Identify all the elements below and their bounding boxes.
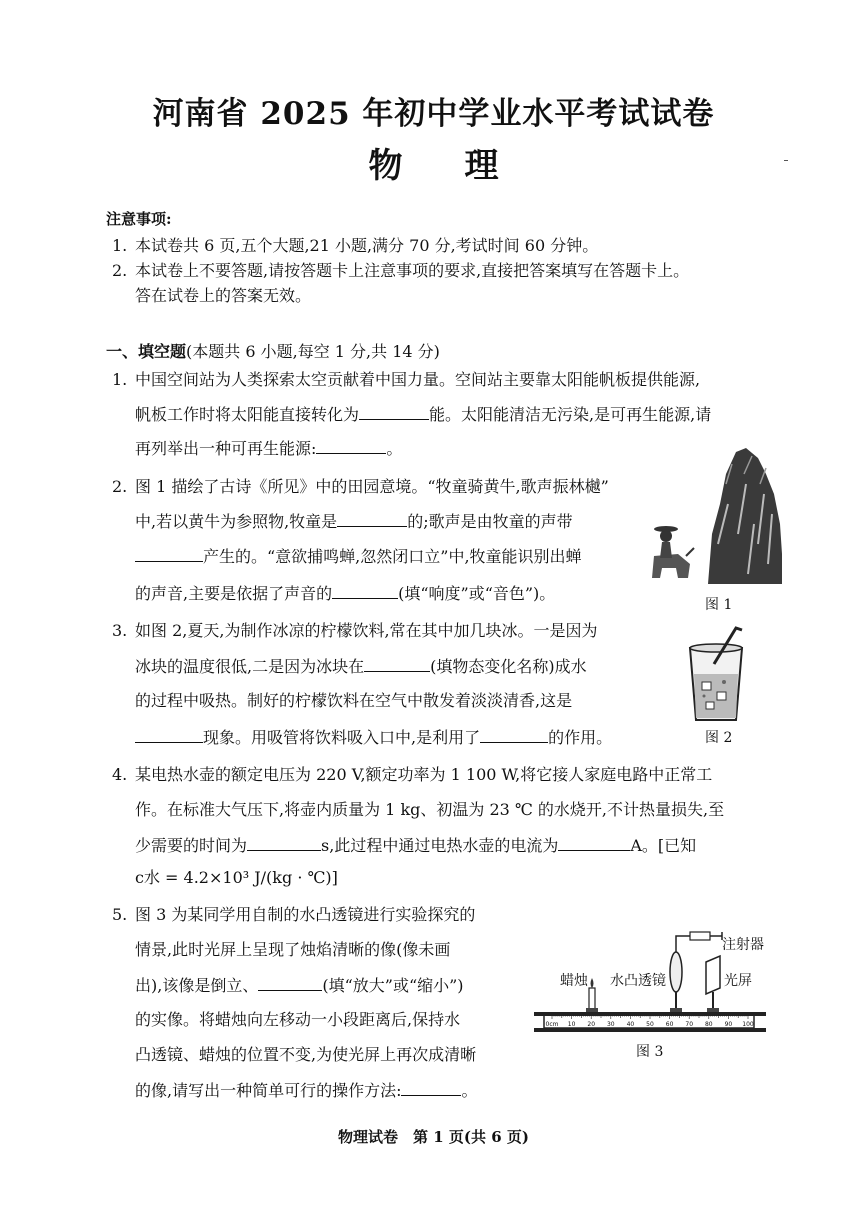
q2-line-3 <box>135 546 582 567</box>
q3-line-2 <box>135 656 587 677</box>
ruler-tick-label: 70 <box>685 1021 694 1028</box>
notice-item-1-num: 1. <box>112 236 128 255</box>
q1-blank-2 <box>316 438 386 454</box>
ruler-tick-label: 50 <box>646 1021 654 1028</box>
ruler-tick-label: 90 <box>724 1021 733 1028</box>
q3-blank-1 <box>364 656 430 672</box>
notice-item-2-num: 2. <box>112 261 128 280</box>
q3-text-a: 冰块的温度很低,二是因为冰块在 <box>135 657 365 676</box>
q1-line-3 <box>135 438 402 459</box>
notice-heading: 注意事项: <box>106 210 172 228</box>
ruler-tick-label: 10 <box>567 1021 576 1028</box>
page-footer: 物理试卷 第 1 页(共 6 页) <box>338 1128 529 1146</box>
q1-text-b: 能。太阳能清洁无污染,是可再生能源,请 <box>429 405 712 424</box>
figure-1-shepherd-illustration <box>648 444 784 590</box>
notice-item-2-text-cont: 答在试卷上的答案无效。 <box>135 286 312 305</box>
q3-line-3: 的过程中吸热。制好的柠檬饮料在空气中散发着淡淡清香,这是 <box>135 691 573 710</box>
figure-3-caption: 图 3 <box>636 1044 664 1060</box>
q3-line-1: 如图 2,夏天,为制作冰凉的柠檬饮料,常在其中加几块冰。一是因为 <box>135 621 598 640</box>
q5-line-3 <box>135 975 464 996</box>
q4-blank-2 <box>558 835 630 851</box>
q1-text-a: 帆板工作时将太阳能直接转化为 <box>135 405 360 424</box>
q5-text-a: 出),该像是倒立、 <box>135 976 259 995</box>
section-1-detail: (本题共 6 小题,每空 1 分,共 14 分) <box>186 342 440 361</box>
q4-line-3 <box>135 835 696 856</box>
ruler-tick-label: 60 <box>665 1021 674 1028</box>
ruler-tick-label: 80 <box>704 1021 713 1028</box>
q5-line-2: 情景,此时光屏上呈现了烛焰清晰的像(像未画 <box>135 940 451 959</box>
ruler-tick-label: 40 <box>626 1021 635 1028</box>
water-lens-icon <box>670 952 682 992</box>
subject-title: 物理 <box>368 146 561 186</box>
q3-text-c: 现象。用吸管将饮料吸入口中,是利用了 <box>203 728 481 747</box>
label-candle: 蜡烛 <box>560 973 588 989</box>
figure-2-glass-illustration <box>684 624 748 724</box>
figure-2-caption: 图 2 <box>705 730 733 746</box>
q5-blank-1 <box>258 975 322 991</box>
q3-text-d: 的作用。 <box>548 728 613 747</box>
q5-line-4: 的实像。将蜡烛向左移动一小段距离后,保持水 <box>135 1010 461 1029</box>
ruler-tick-label: 0cm <box>545 1021 559 1028</box>
q2-text-b: 的;歌声是由牧童的声带 <box>407 512 573 531</box>
q2-blank-2 <box>135 546 203 562</box>
section-1-heading <box>106 339 440 362</box>
q3-blank-3 <box>480 727 548 743</box>
q4-text-b: s,此过程中通过电热水壶的电流为 <box>321 836 559 855</box>
q5-blank-2 <box>401 1080 461 1096</box>
q3-line-4 <box>135 727 612 748</box>
q4-line-1: 某电热水壶的额定电压为 220 V,额定功率为 1 100 W,将它接人家庭电路中正常工 <box>135 765 713 784</box>
q1-line-2 <box>135 404 711 425</box>
q2-line-4 <box>135 583 555 604</box>
q4-text-c: A。[已知 <box>630 836 697 855</box>
notice-item-2-text: 本试卷上不要答题,请按答题卡上注意事项的要求,直接把答案填写在答题卡上。 <box>135 261 690 280</box>
q2-line-2 <box>135 511 573 532</box>
syringe-icon <box>690 932 710 940</box>
q4-line-4: c水 = 4.2×10³ J/(kg · ℃)] <box>135 868 338 887</box>
screen-icon <box>706 956 720 994</box>
q5-number: 5. <box>112 905 128 924</box>
q5-line-5: 凸透镜、蜡烛的位置不变,为使光屏上再次成清晰 <box>135 1045 477 1064</box>
q2-blank-1 <box>337 511 407 527</box>
ruler-tick-label: 30 <box>606 1021 615 1028</box>
q2-blank-3 <box>332 583 398 599</box>
q2-line-1: 图 1 描绘了古诗《所见》中的田园意境。“牧童骑黄牛,歌声振林樾” <box>135 477 609 496</box>
section-1-title: 一、填空题 <box>106 342 187 361</box>
q4-line-2: 作。在标准大气压下,将壶内质量为 1 kg、初温为 23 ℃ 的水烧开,不计热量损失,至 <box>135 800 725 819</box>
q2-text-e: (填“响度”或“音色”)。 <box>398 584 556 603</box>
q1-text-d: 。 <box>386 439 403 458</box>
q5-text-d: 。 <box>461 1081 478 1100</box>
q3-number: 3. <box>112 621 128 640</box>
ruler-tick-label: 100 <box>742 1021 754 1028</box>
q5-text-c: 的像,请写出一种简单可行的操作方法: <box>135 1081 402 1100</box>
q3-blank-2 <box>135 727 203 743</box>
q2-text-c: 产生的。“意欲捕鸣蝉,忽然闭口立”中,牧童能识别出蝉 <box>203 547 582 566</box>
q5-line-1: 图 3 为某同学用自制的水凸透镜进行实验探究的 <box>135 905 476 924</box>
candle-icon <box>589 988 595 1010</box>
q2-text-a: 中,若以黄牛为参照物,牧童是 <box>135 512 338 531</box>
candle-flame-icon <box>591 978 594 988</box>
ruler-tick-label: 20 <box>587 1021 596 1028</box>
figure-1-caption: 图 1 <box>705 597 733 613</box>
label-lens: 水凸透镜 <box>610 973 666 989</box>
exam-title: 河南省 2025 年初中学业水平考试试卷 <box>152 96 715 132</box>
q1-blank-1 <box>359 404 429 420</box>
scan-mark <box>784 160 788 161</box>
q5-line-6 <box>135 1080 478 1101</box>
q1-number: 1. <box>112 370 128 389</box>
label-syringe: 注射器 <box>722 937 764 953</box>
q5-text-b: (填“放大”或“缩小”) <box>322 976 464 995</box>
q3-text-b: (填物态变化名称)成水 <box>430 657 587 676</box>
q2-number: 2. <box>112 477 128 496</box>
label-screen: 光屏 <box>724 973 752 989</box>
q4-number: 4. <box>112 765 128 784</box>
q1-line-1: 中国空间站为人类探索太空贡献着中国力量。空间站主要靠太阳能帆板提供能源, <box>135 370 701 389</box>
q4-text-a: 少需要的时间为 <box>135 836 248 855</box>
q2-text-d: 的声音,主要是依据了声音的 <box>135 584 333 603</box>
q4-blank-1 <box>247 835 321 851</box>
notice-item-1-text: 本试卷共 6 页,五个大题,21 小题,满分 70 分,考试时间 60 分钟。 <box>135 236 599 255</box>
q1-text-c: 再列举出一种可再生能源: <box>135 439 317 458</box>
